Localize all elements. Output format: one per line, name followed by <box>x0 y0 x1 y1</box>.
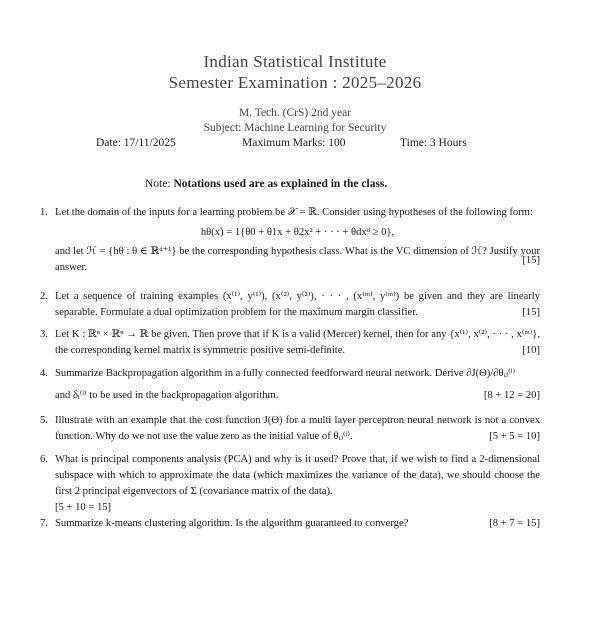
question-text: Let K : ℝⁿ × ℝⁿ → ℝ be given. Then prove that if K is a valid (Mercer) kernel, then for any {x⁽¹⁾, x⁽²⁾, · · · , x⁽ᵐ⁾}, the corresponding kernel matrix is symmetric positive semi-definite. <box>55 329 540 356</box>
question-number: 1. <box>40 207 48 218</box>
maximum-marks: Maximum Marks: 100 <box>242 137 346 149</box>
question-2 <box>40 289 540 321</box>
question-7 <box>40 516 540 532</box>
question-marks: [8 + 7 = 15] <box>489 518 540 529</box>
exam-date: Date: 17/11/2025 <box>96 137 176 149</box>
question-marks: [15] <box>522 307 540 318</box>
question-4 <box>40 366 540 404</box>
question-marks: [15] <box>522 255 540 266</box>
question-number: 4. <box>40 368 48 379</box>
question-5 <box>40 413 540 445</box>
question-text: What is principal components analysis (PCA) and why is it used? Prove that, if we wish to find a 2-dimensional subspace with which to approximate the data (which maximizes the variance of the data), we should choose the first 2 principal eigenvectors of Σ (covariance matrix of the data). <box>55 454 540 497</box>
question-text: Illustrate with an example that the cost function J(Θ) for a multi layer perceptron neural network is not a convex function. Why do we not use the value zero as the initial value of θᵢⱼ⁽ˡ⁾. <box>55 415 540 442</box>
question-6 <box>40 452 540 516</box>
institute-name: Indian Statistical Institute <box>203 52 387 71</box>
question-number: 3. <box>40 329 48 340</box>
question-number: 2. <box>40 291 48 302</box>
question-marks: [5 + 5 = 10] <box>489 431 540 442</box>
note-prefix: Note: <box>145 178 171 190</box>
question-text: Let the domain of the inputs for a learning problem be 𝒳 = ℝ. Consider using hypotheses of the following form: <box>55 207 533 218</box>
question-3 <box>40 327 540 359</box>
note-text: Notations used are as explained in the class. <box>173 178 388 190</box>
question-marks: [5 + 10 = 15] <box>55 502 112 513</box>
question-1 <box>40 205 540 276</box>
question-formula: hθ(x) = 1{θ0 + θ1x + θ2x² + · · · + θdxᵈ ≥ 0}, <box>200 227 395 238</box>
question-text-continued: and let ℋ = {hθ : θ ∈ ℝᵈ⁺¹} be the corresponding hypothesis class. What is the VC dimension of ℋ? Justify your answer. <box>55 246 540 273</box>
question-number: 7. <box>40 518 48 529</box>
exam-title: Semester Examination : 2025–2026 <box>168 73 422 92</box>
notation-note <box>145 178 387 190</box>
course-line: M. Tech. (CrS) 2nd year <box>238 107 352 119</box>
question-marks: [8 + 12 = 20] <box>483 390 540 401</box>
question-text: Summarize Backpropagation algorithm in a fully connected feedforward neural network. Derive ∂J(Θ)/∂θᵢⱼ⁽ˡ⁾ <box>55 368 516 379</box>
exam-duration: Time: 3 Hours <box>400 137 467 149</box>
question-marks: [10] <box>522 345 540 356</box>
subject-line: Subject: Machine Learning for Security <box>203 122 387 134</box>
question-text-continued: and δᵢ⁽ˡ⁾ to be used in the backpropagation algorithm. <box>55 390 279 401</box>
question-text: Summarize k-means clustering algorithm. Is the algorithm guaranteed to converge? <box>55 518 409 529</box>
question-number: 6. <box>40 454 48 465</box>
question-text: Let a sequence of training examples (x⁽¹⁾, y⁽¹⁾), (x⁽²⁾, y⁽²⁾), · · · , (x⁽ᵐ⁾, y⁽ᵐ⁾) be given and they are linearly separable. Formulate a dual optimization problem for the maximum margin classifier. <box>55 291 540 318</box>
question-number: 5. <box>40 415 48 426</box>
